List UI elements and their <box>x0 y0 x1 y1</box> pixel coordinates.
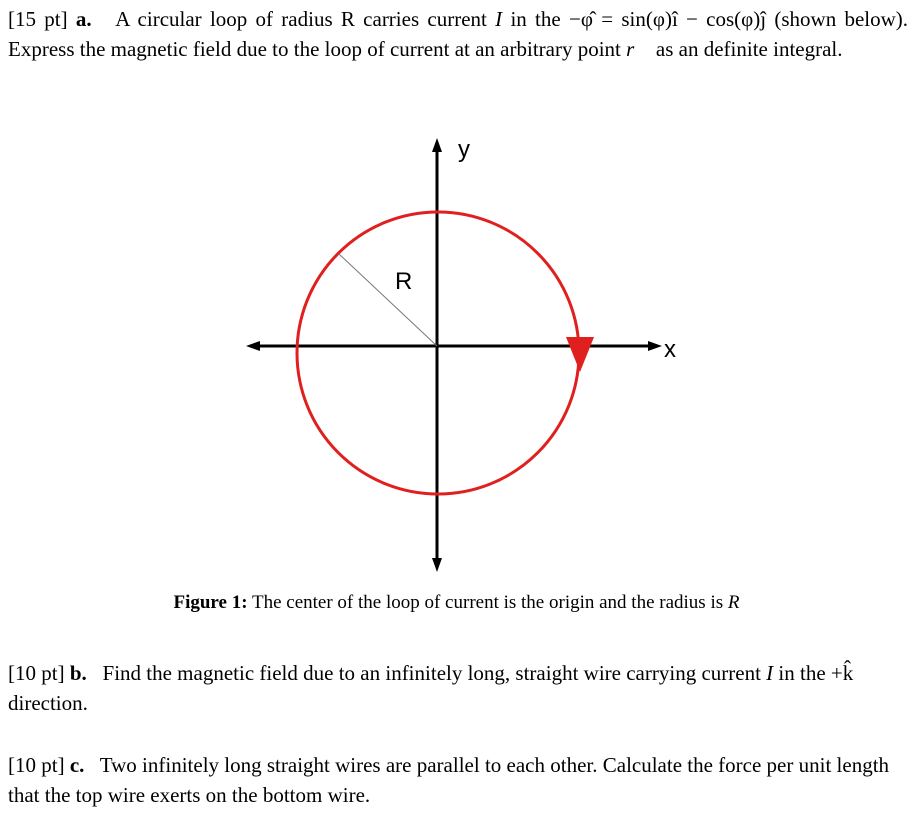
x-axis-arrow-right <box>648 341 662 351</box>
radius-line <box>339 254 437 346</box>
part-a-point-symbol: r⃗ <box>626 37 651 61</box>
part-a-text-4: as an definite integral. <box>655 37 843 61</box>
part-b-text-2: in the <box>778 661 826 685</box>
x-axis-label: x <box>664 336 676 363</box>
part-a-label: a. <box>75 7 92 31</box>
caption-label: Figure 1: <box>173 592 248 613</box>
figure-caption <box>0 589 913 617</box>
caption-text: The center of the loop of current is the origin and the radius is <box>251 592 724 613</box>
part-a-direction-expr: −φ̂ = sin(φ)î − cos(φ)ĵ <box>568 7 767 31</box>
y-axis-arrow-up <box>432 138 442 152</box>
radius-label: R <box>395 268 413 295</box>
y-axis-arrow-down <box>432 558 442 572</box>
part-a-text-3: (shown below). Express the magnetic field due to the loop of current at an arbitrary point <box>8 7 909 61</box>
part-b-text-1: Find the magnetic field due to an infinitely long, straight wire carrying current <box>102 661 761 685</box>
question-part-c <box>8 750 908 810</box>
part-b-text-3: direction. <box>8 691 88 715</box>
part-a-text-2: in the <box>510 7 561 31</box>
part-c-points: [10 pt] <box>8 753 65 777</box>
x-axis-arrow-left <box>246 341 260 351</box>
question-part-b <box>8 658 908 718</box>
part-c-label: c. <box>69 753 85 777</box>
part-b-direction-expr: +k̂ <box>830 661 854 685</box>
y-axis-label: y <box>458 136 470 163</box>
caption-symbol: R <box>727 592 740 613</box>
part-a-points: [15 pt] <box>8 7 68 31</box>
part-a-current-symbol: I <box>495 7 503 31</box>
part-b-current-symbol: I <box>766 661 774 685</box>
current-direction-arrow <box>566 337 594 372</box>
part-b-points: [10 pt] <box>8 661 65 685</box>
part-b-label: b. <box>69 661 87 685</box>
part-c-text: Two infinitely long straight wires are parallel to each other. Calculate the force per unit length that the top wire exerts on the bottom wire. <box>8 753 890 807</box>
part-a-text-1: A circular loop of radius R carries current <box>115 7 487 31</box>
